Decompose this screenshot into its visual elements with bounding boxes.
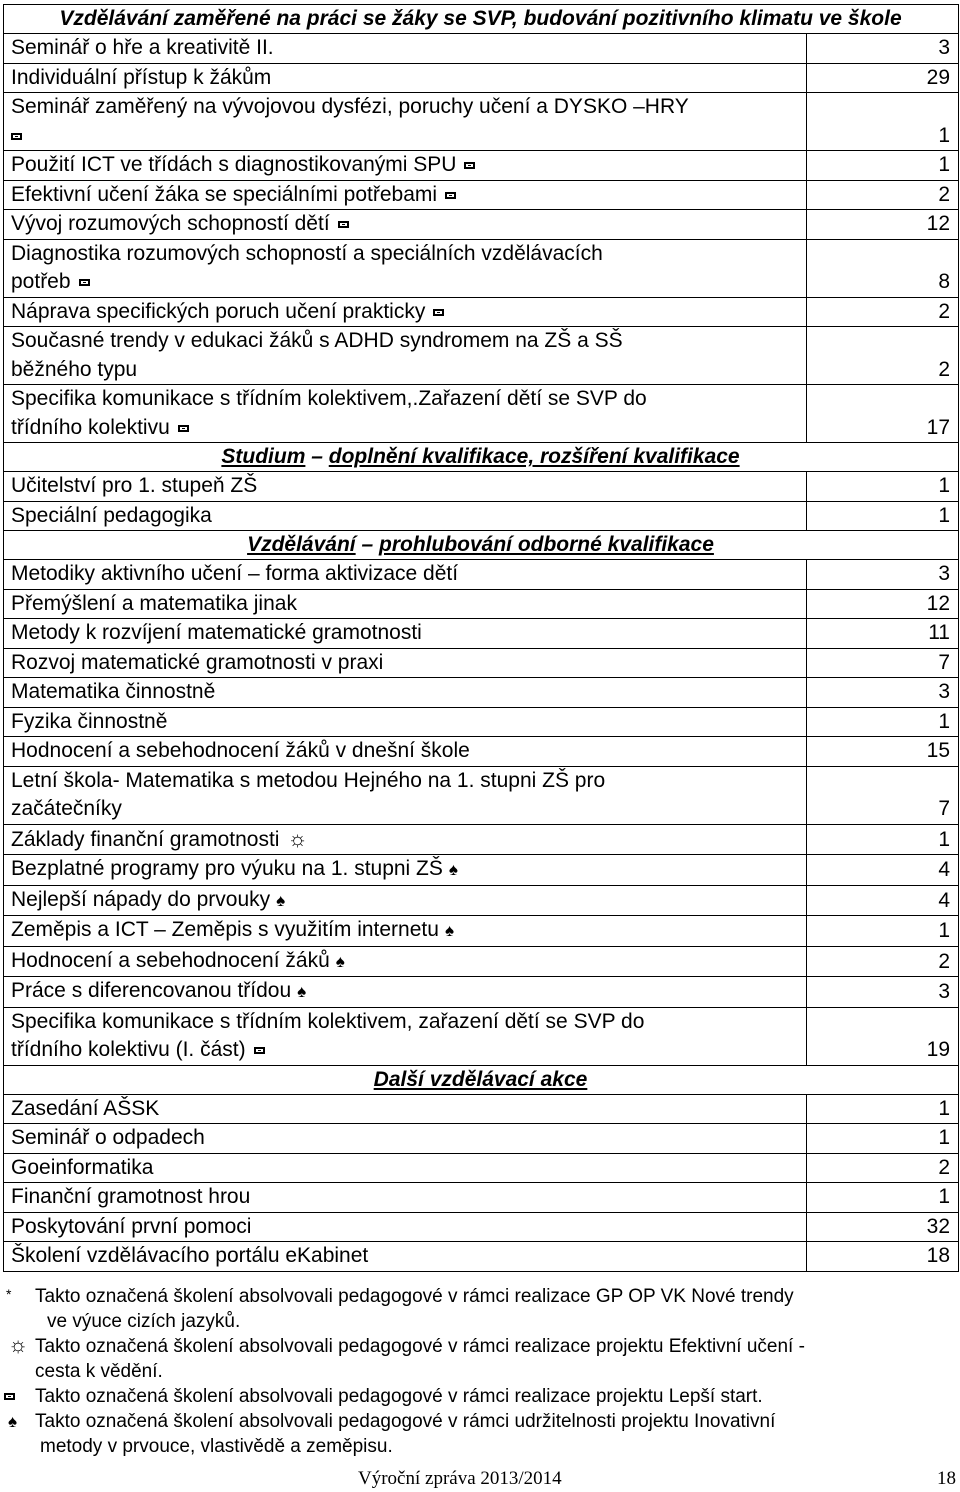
course-count: 4 bbox=[807, 885, 959, 916]
course-label-text: Práce s diferencovanou třídou bbox=[11, 979, 292, 1002]
table-row bbox=[4, 946, 959, 977]
course-label: Individuální přístup k žákům bbox=[4, 63, 807, 93]
course-count: 1 bbox=[807, 501, 959, 531]
spade-icon: ♠ bbox=[297, 982, 307, 1001]
spade-icon: ♠ bbox=[444, 921, 454, 940]
course-label: Finanční gramotnost hrou bbox=[4, 1183, 807, 1213]
lepsi-start-square-icon bbox=[79, 279, 90, 286]
section-heading-row bbox=[4, 443, 959, 472]
course-count: 11 bbox=[807, 619, 959, 649]
heading-dash: – bbox=[355, 533, 379, 556]
footnote-text: Takto označená školení absolvovali pedagogové v rámci realizace projektu Lepší start. bbox=[35, 1386, 763, 1407]
page-number: 18 bbox=[937, 1468, 956, 1489]
course-label bbox=[4, 1007, 807, 1065]
table-row bbox=[4, 648, 959, 678]
course-label-line1: Letní škola- Matematika s metodou Hejného na 1. stupni ZŠ pro bbox=[11, 768, 606, 792]
course-count: 7 bbox=[807, 766, 959, 824]
course-label bbox=[4, 824, 807, 855]
table-row bbox=[4, 63, 959, 93]
table-row bbox=[4, 824, 959, 855]
asterisk-icon: * bbox=[6, 1286, 12, 1302]
course-count: 2 bbox=[807, 1153, 959, 1183]
course-label bbox=[4, 385, 807, 443]
table-row bbox=[4, 151, 959, 181]
table-row bbox=[4, 385, 959, 443]
spade-icon: ♠ bbox=[8, 1412, 18, 1431]
course-label bbox=[4, 210, 807, 240]
course-label-line1: Specifika komunikace s třídním kolektivem, zařazení dětí se SVP do bbox=[11, 1009, 645, 1033]
table-row bbox=[4, 472, 959, 502]
course-label-text: Efektivní učení žáka se speciálními potřebami bbox=[11, 182, 438, 206]
sun-icon: ☼ bbox=[287, 825, 308, 851]
course-label-text: Vývoj rozumových schopností dětí bbox=[11, 212, 330, 235]
course-label bbox=[4, 885, 807, 916]
course-count: 12 bbox=[807, 210, 959, 240]
course-label-line1: Diagnostika rozumových schopností a speciálních vzdělávacích bbox=[11, 241, 603, 265]
course-label-line2: běžného typu bbox=[11, 357, 138, 381]
course-label: Školení vzdělávacího portálu eKabinet bbox=[4, 1242, 807, 1272]
course-label-text: Náprava specifických poruch učení prakticky bbox=[11, 299, 426, 323]
course-count: 4 bbox=[807, 855, 959, 886]
table-row bbox=[4, 1007, 959, 1065]
heading-dash: – bbox=[305, 445, 329, 468]
course-label-text: Základy finanční gramotnosti bbox=[11, 827, 280, 851]
course-label: Seminář o hře a kreativitě II. bbox=[4, 34, 807, 64]
table-row bbox=[4, 1183, 959, 1213]
table-row bbox=[4, 1153, 959, 1183]
footer-title: Výroční zpráva 2013/2014 bbox=[358, 1468, 562, 1489]
course-label-line1: Specifika komunikace s třídním kolektivem,.Zařazení dětí se SVP do bbox=[11, 387, 647, 410]
course-count: 1 bbox=[807, 1094, 959, 1124]
table-row bbox=[4, 916, 959, 947]
table-row bbox=[4, 239, 959, 297]
heading-part: prohlubování odborné kvalifikace bbox=[379, 533, 714, 556]
course-label: Poskytování první pomoci bbox=[4, 1212, 807, 1242]
course-label bbox=[4, 239, 807, 297]
section-heading-study bbox=[4, 443, 959, 472]
table-row bbox=[4, 855, 959, 886]
table-row bbox=[4, 619, 959, 649]
footnote-text-cont: cesta k vědění. bbox=[35, 1361, 163, 1382]
footnote-text-cont: ve výuce cizích jazyků. bbox=[47, 1311, 241, 1332]
sun-icon: ☼ bbox=[8, 1332, 29, 1357]
course-label-line2: třídního kolektivu (I. část) bbox=[11, 1038, 246, 1061]
course-label-text: Hodnocení a sebehodnocení žáků bbox=[11, 948, 330, 972]
course-label: Metodiky aktivního učení – forma aktivizace dětí bbox=[4, 560, 807, 590]
heading-part: Studium bbox=[221, 445, 306, 468]
page-footer bbox=[0, 1468, 960, 1490]
table-row bbox=[4, 1212, 959, 1242]
course-label-text: Zeměpis a ICT – Zeměpis s využitím internetu bbox=[11, 918, 439, 941]
lepsi-start-square-icon bbox=[338, 221, 349, 228]
course-label-line1: Seminář zaměřený na vývojovou dysfézi, poruchy učení a DYSKO –HRY bbox=[11, 95, 689, 118]
course-count: 3 bbox=[807, 678, 959, 708]
table-row bbox=[4, 93, 959, 151]
table-row bbox=[4, 977, 959, 1008]
course-count: 19 bbox=[807, 1007, 959, 1065]
course-count: 7 bbox=[807, 648, 959, 678]
section-heading-other bbox=[4, 1065, 959, 1094]
course-count: 12 bbox=[807, 589, 959, 619]
table-row bbox=[4, 1124, 959, 1154]
table-row bbox=[4, 766, 959, 824]
footnote-star bbox=[0, 1284, 930, 1334]
course-label: Hodnocení a sebehodnocení žáků v dnešní škole bbox=[4, 737, 807, 767]
course-count: 2 bbox=[807, 327, 959, 385]
table-row bbox=[4, 1242, 959, 1272]
course-count: 2 bbox=[807, 946, 959, 977]
heading-part: doplnění kvalifikace, rozšíření kvalifikace bbox=[328, 445, 740, 468]
course-count: 1 bbox=[807, 472, 959, 502]
course-label bbox=[4, 180, 807, 210]
course-label: Zasedání AŠSK bbox=[4, 1094, 807, 1124]
table-row bbox=[4, 297, 959, 327]
table-row bbox=[4, 34, 959, 64]
course-count: 2 bbox=[807, 180, 959, 210]
lepsi-start-square-icon bbox=[445, 192, 456, 199]
course-count: 29 bbox=[807, 63, 959, 93]
course-label-line2: třídního kolektivu bbox=[11, 415, 170, 439]
course-count: 1 bbox=[807, 916, 959, 947]
spade-icon: ♠ bbox=[335, 951, 345, 971]
training-table bbox=[3, 4, 959, 1272]
section-heading-svp: Vzdělávání zaměřené na práci se žáky se SVP, budování pozitivního klimatu ve škole bbox=[4, 5, 959, 34]
course-label bbox=[4, 327, 807, 385]
course-label: Matematika činnostně bbox=[4, 678, 807, 708]
lepsi-start-square-icon bbox=[433, 309, 444, 316]
course-count: 1 bbox=[807, 707, 959, 737]
footnote-text-cont: metody v prvouce, vlastivědě a zeměpisu. bbox=[40, 1436, 393, 1457]
lepsi-start-square-icon bbox=[464, 162, 475, 169]
spade-icon: ♠ bbox=[276, 890, 286, 910]
course-label bbox=[4, 916, 807, 947]
course-count: 1 bbox=[807, 151, 959, 181]
section-heading-row bbox=[4, 1065, 959, 1094]
section-heading-deepening bbox=[4, 531, 959, 560]
table-row bbox=[4, 589, 959, 619]
course-label: Rozvoj matematické gramotnosti v praxi bbox=[4, 648, 807, 678]
table-row bbox=[4, 180, 959, 210]
course-count: 32 bbox=[807, 1212, 959, 1242]
footnote-text: Takto označená školení absolvovali pedagogové v rámci realizace projektu Efektivní učení - bbox=[35, 1336, 805, 1357]
course-count: 18 bbox=[807, 1242, 959, 1272]
course-label: Učitelství pro 1. stupeň ZŠ bbox=[4, 472, 807, 502]
lepsi-start-square-icon bbox=[4, 1384, 15, 1409]
table-row bbox=[4, 707, 959, 737]
section-heading-row bbox=[4, 531, 959, 560]
lepsi-start-square-icon bbox=[11, 133, 22, 140]
table-row bbox=[4, 560, 959, 590]
course-count: 15 bbox=[807, 737, 959, 767]
footnote-spade bbox=[0, 1409, 930, 1459]
course-label: Metody k rozvíjení matematické gramotnosti bbox=[4, 619, 807, 649]
lepsi-start-square-icon bbox=[254, 1047, 265, 1054]
table-row bbox=[4, 1094, 959, 1124]
course-label bbox=[4, 855, 807, 886]
course-label-text: Nejlepší nápady do prvouky bbox=[11, 887, 271, 911]
course-count: 1 bbox=[807, 93, 959, 151]
course-label-line1: Současné trendy v edukaci žáků s ADHD syndromem na ZŠ a SŠ bbox=[11, 329, 623, 352]
course-label bbox=[4, 766, 807, 824]
footnote-square bbox=[0, 1384, 930, 1409]
course-label bbox=[4, 977, 807, 1008]
spade-icon: ♠ bbox=[448, 860, 458, 879]
course-label bbox=[4, 93, 807, 151]
course-count: 1 bbox=[807, 1183, 959, 1213]
table-row bbox=[4, 885, 959, 916]
lepsi-start-square-icon bbox=[178, 425, 189, 432]
section-heading-row bbox=[4, 5, 959, 34]
course-count: 8 bbox=[807, 239, 959, 297]
course-label-line2: potřeb bbox=[11, 270, 71, 293]
footnote-text: Takto označená školení absolvovali pedagogové v rámci udržitelnosti projektu Inovativní bbox=[35, 1411, 776, 1432]
course-label: Seminář o odpadech bbox=[4, 1124, 807, 1154]
course-count: 2 bbox=[807, 297, 959, 327]
course-label: Fyzika činnostně bbox=[4, 707, 807, 737]
heading-part: Vzdělávání bbox=[247, 533, 356, 556]
course-label: Goeinformatika bbox=[4, 1153, 807, 1183]
footnotes bbox=[0, 1284, 960, 1459]
course-label-line2: začátečníky bbox=[11, 797, 122, 820]
course-count: 3 bbox=[807, 977, 959, 1008]
table-row bbox=[4, 501, 959, 531]
course-label: Speciální pedagogika bbox=[4, 501, 807, 531]
table-row bbox=[4, 678, 959, 708]
course-count: 3 bbox=[807, 560, 959, 590]
course-label bbox=[4, 946, 807, 977]
course-count: 1 bbox=[807, 824, 959, 855]
course-label: Přemýšlení a matematika jinak bbox=[4, 589, 807, 619]
course-label-text: Bezplatné programy pro výuku na 1. stupni ZŠ bbox=[11, 857, 443, 880]
table-row bbox=[4, 210, 959, 240]
course-count: 17 bbox=[807, 385, 959, 443]
course-label bbox=[4, 297, 807, 327]
course-label bbox=[4, 151, 807, 181]
table-row bbox=[4, 737, 959, 767]
heading-part: Další vzdělávací akce bbox=[373, 1067, 588, 1091]
footnote-sun bbox=[0, 1334, 930, 1384]
course-count: 1 bbox=[807, 1124, 959, 1154]
table-row bbox=[4, 327, 959, 385]
course-count: 3 bbox=[807, 34, 959, 64]
course-label-text: Použití ICT ve třídách s diagnostikovanými SPU bbox=[11, 153, 457, 176]
footnote-text: Takto označená školení absolvovali pedagogové v rámci realizace GP OP VK Nové trendy bbox=[35, 1286, 794, 1307]
